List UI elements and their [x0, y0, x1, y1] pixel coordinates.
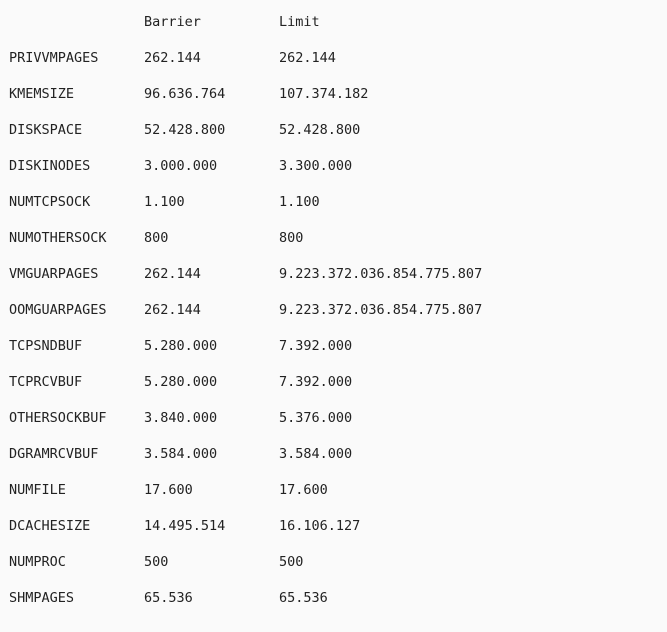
resource-name-cell: DISKSPACE [9, 122, 83, 138]
barrier-value-cell: 96.636.764 [144, 86, 226, 102]
limit-value-cell: 3.300.000 [279, 158, 353, 174]
limit-value-cell: 107.374.182 [279, 86, 369, 102]
limit-value-cell: 1.100 [279, 194, 320, 210]
resource-name-cell: NUMTCPSOCK [9, 194, 91, 210]
limit-value-cell: 65.536 [279, 590, 328, 606]
barrier-value-cell: 65.536 [144, 590, 193, 606]
barrier-value-cell: 17.600 [144, 482, 193, 498]
barrier-value-cell: 500 [144, 554, 169, 570]
barrier-value-cell: 1.100 [144, 194, 185, 210]
resource-name-cell: DISKINODES [9, 158, 91, 174]
resource-name-cell: OTHERSOCKBUF [9, 410, 107, 426]
barrier-value-cell: 800 [144, 230, 169, 246]
table-row [9, 508, 519, 544]
table-row [9, 328, 519, 364]
resource-name-cell: DCACHESIZE [9, 518, 91, 534]
table-row [9, 220, 519, 256]
resource-name-cell: DGRAMRCVBUF [9, 446, 99, 462]
table-row [9, 580, 519, 616]
table-body [9, 40, 519, 616]
resource-name-cell: OOMGUARPAGES [9, 302, 107, 318]
limit-value-cell: 800 [279, 230, 304, 246]
resource-name-cell: TCPSNDBUF [9, 338, 83, 354]
table-row [9, 148, 519, 184]
resource-name-cell: NUMFILE [9, 482, 66, 498]
table-row [9, 76, 519, 112]
header-row [9, 4, 519, 40]
resource-name-cell: SHMPAGES [9, 590, 75, 606]
limit-value-cell: 9.223.372.036.854.775.807 [279, 302, 483, 318]
barrier-value-cell: 262.144 [144, 266, 201, 282]
resource-name-cell: NUMPROC [9, 554, 66, 570]
table-row [9, 184, 519, 220]
resource-name-cell: VMGUARPAGES [9, 266, 99, 282]
limit-value-cell: 52.428.800 [279, 122, 361, 138]
barrier-value-cell: 52.428.800 [144, 122, 226, 138]
limit-value-cell: 7.392.000 [279, 338, 353, 354]
limit-value-cell: 16.106.127 [279, 518, 361, 534]
table-row [9, 364, 519, 400]
barrier-value-cell: 3.584.000 [144, 446, 218, 462]
barrier-value-cell: 3.840.000 [144, 410, 218, 426]
limit-value-cell: 262.144 [279, 50, 336, 66]
limit-value-cell: 9.223.372.036.854.775.807 [279, 266, 483, 282]
table-row [9, 112, 519, 148]
header-barrier: Barrier [144, 14, 201, 30]
barrier-value-cell: 14.495.514 [144, 518, 226, 534]
table-row [9, 472, 519, 508]
table-row [9, 256, 519, 292]
table-row [9, 544, 519, 580]
table-row [9, 436, 519, 472]
header-limit: Limit [279, 14, 320, 30]
resource-name-cell: TCPRCVBUF [9, 374, 83, 390]
limit-value-cell: 5.376.000 [279, 410, 353, 426]
barrier-value-cell: 5.280.000 [144, 338, 218, 354]
limit-value-cell: 500 [279, 554, 304, 570]
resource-name-cell: KMEMSIZE [9, 86, 75, 102]
table-row [9, 400, 519, 436]
table-header [9, 4, 519, 40]
barrier-value-cell: 262.144 [144, 50, 201, 66]
barrier-value-cell: 3.000.000 [144, 158, 218, 174]
resource-name-cell: NUMOTHERSOCK [9, 230, 107, 246]
header-name [9, 4, 144, 40]
table-row [9, 292, 519, 328]
table-row [9, 40, 519, 76]
resource-limits-table [9, 4, 519, 616]
limit-value-cell: 7.392.000 [279, 374, 353, 390]
barrier-value-cell: 262.144 [144, 302, 201, 318]
resource-name-cell: PRIVVMPAGES [9, 50, 99, 66]
limit-value-cell: 17.600 [279, 482, 328, 498]
limit-value-cell: 3.584.000 [279, 446, 353, 462]
barrier-value-cell: 5.280.000 [144, 374, 218, 390]
